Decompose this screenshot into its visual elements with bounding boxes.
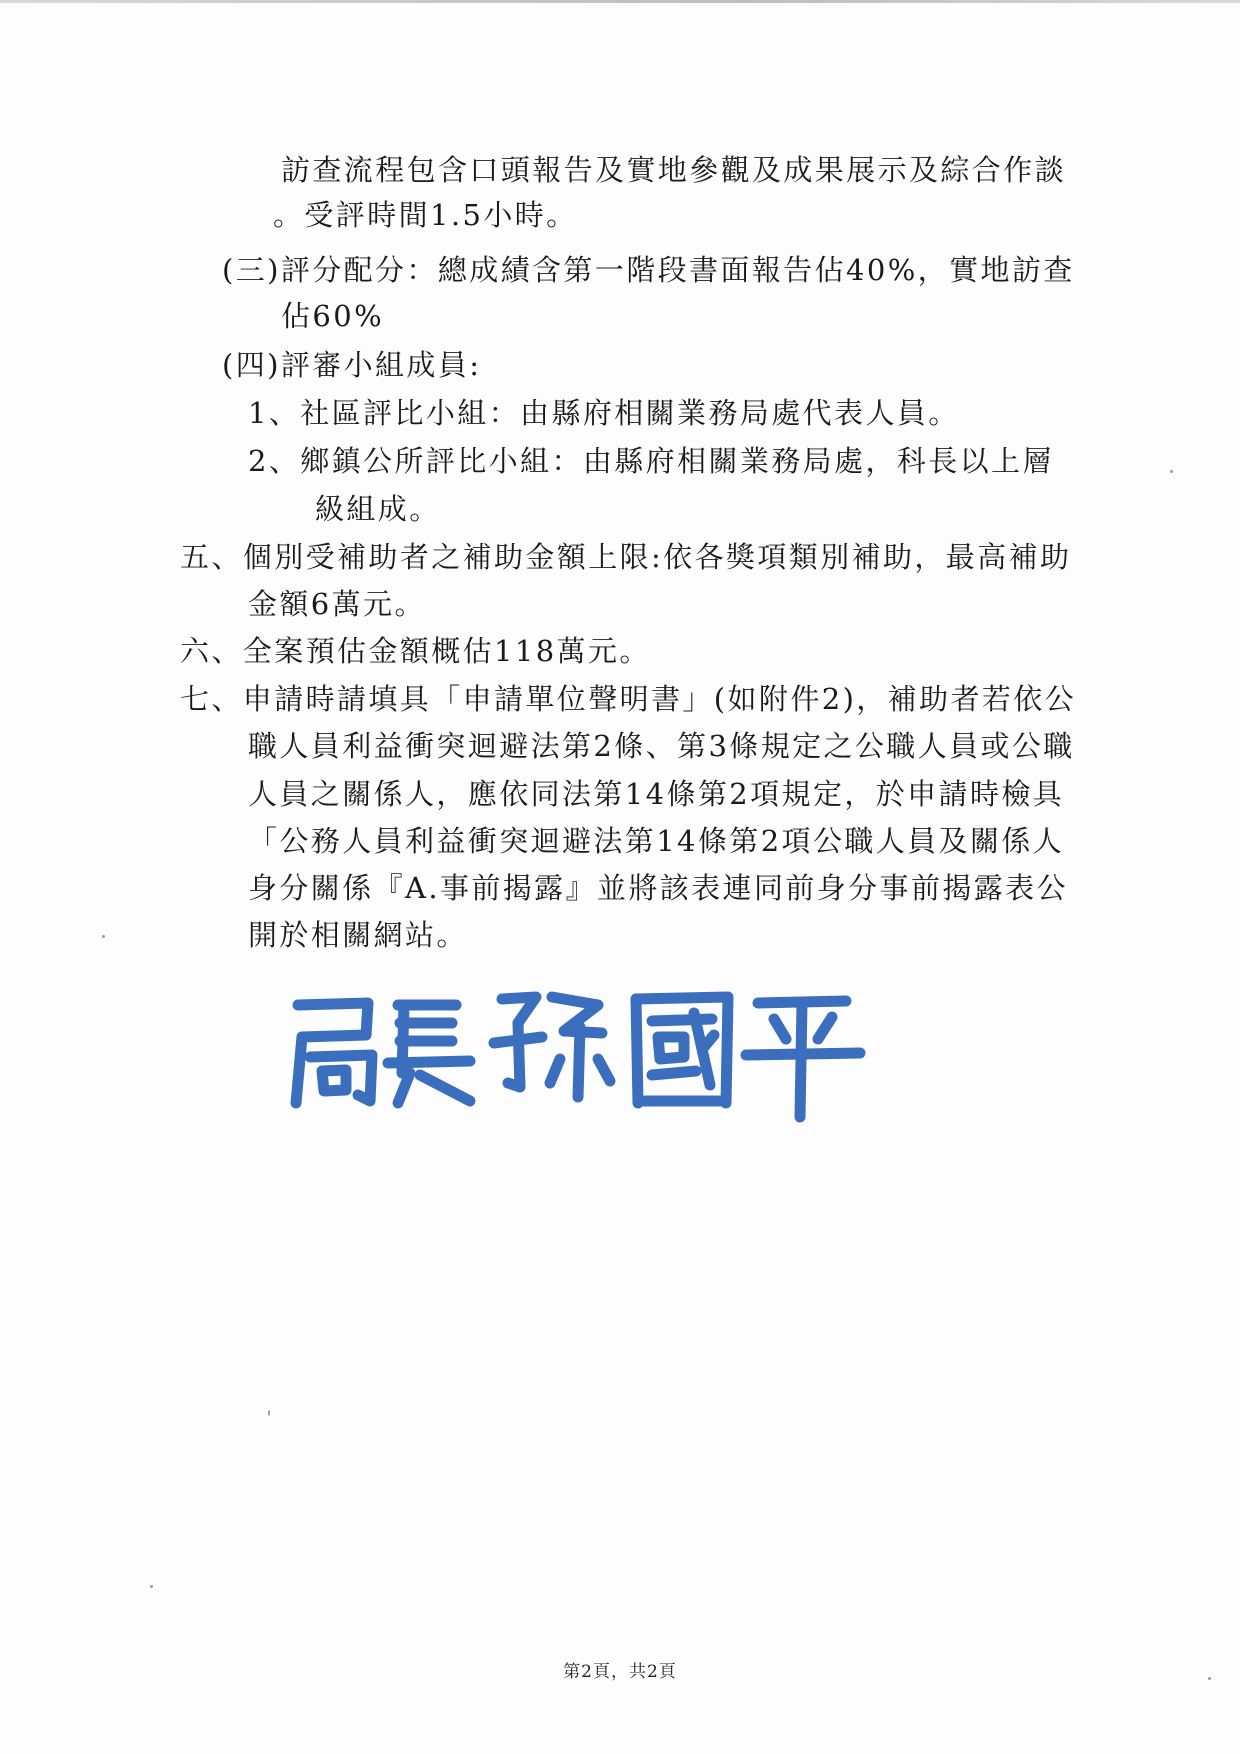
- text-line-8: 級組成。: [315, 492, 441, 526]
- text-line-14: 人員之關係人，應依同法第14條第2項規定，於申請時檢具: [248, 777, 1065, 811]
- text-line-1: 訪查流程包含口頭報告及實地參觀及成果展示及綜合作談: [281, 153, 1067, 187]
- director-seal-stamp: [280, 975, 900, 1125]
- text-line-12: 七、申請時請填具「申請單位聲明書」(如附件2)，補助者若依公: [180, 682, 1077, 716]
- text-line-16: 身分關係『A.事前揭露』並將該表連同前身分事前揭露表公: [248, 871, 1068, 905]
- seal-graphic: [280, 975, 900, 1125]
- scan-speck: [268, 1410, 270, 1416]
- text-line-10: 金額6萬元。: [248, 587, 426, 621]
- text-line-3: (三)評分配分：總成績含第一階段書面報告佔40%，實地訪查: [222, 253, 1075, 287]
- scan-edge: [0, 0, 1240, 3]
- scan-speck: [150, 1585, 153, 1588]
- text-line-2: 。受評時間1.5小時。: [273, 198, 578, 232]
- scan-speck: [1170, 470, 1173, 473]
- text-line-15: 「公務人員利益衝突迴避法第14條第2項公職人員及關係人: [248, 824, 1065, 858]
- scan-speck: [102, 935, 105, 938]
- text-line-9: 五、個別受補助者之補助金額上限:依各獎項類別補助，最高補助: [180, 540, 1072, 574]
- text-line-13: 職人員利益衝突迴避法第2條、第3條規定之公職人員或公職: [248, 729, 1075, 763]
- text-line-11: 六、全案預估金額概估118萬元。: [180, 634, 651, 668]
- text-line-5: (四)評審小組成員:: [222, 348, 482, 382]
- text-line-17: 開於相關網站。: [248, 918, 468, 952]
- page-number-footer: 第2頁，共2頁: [563, 1662, 677, 1682]
- text-line-6: 1、社區評比小組：由縣府相關業務局處代表人員。: [248, 396, 960, 430]
- text-line-4: 佔60%: [281, 299, 385, 333]
- text-line-7: 2、鄉鎮公所評比小組：由縣府相關業務局處，科長以上層: [248, 444, 1054, 478]
